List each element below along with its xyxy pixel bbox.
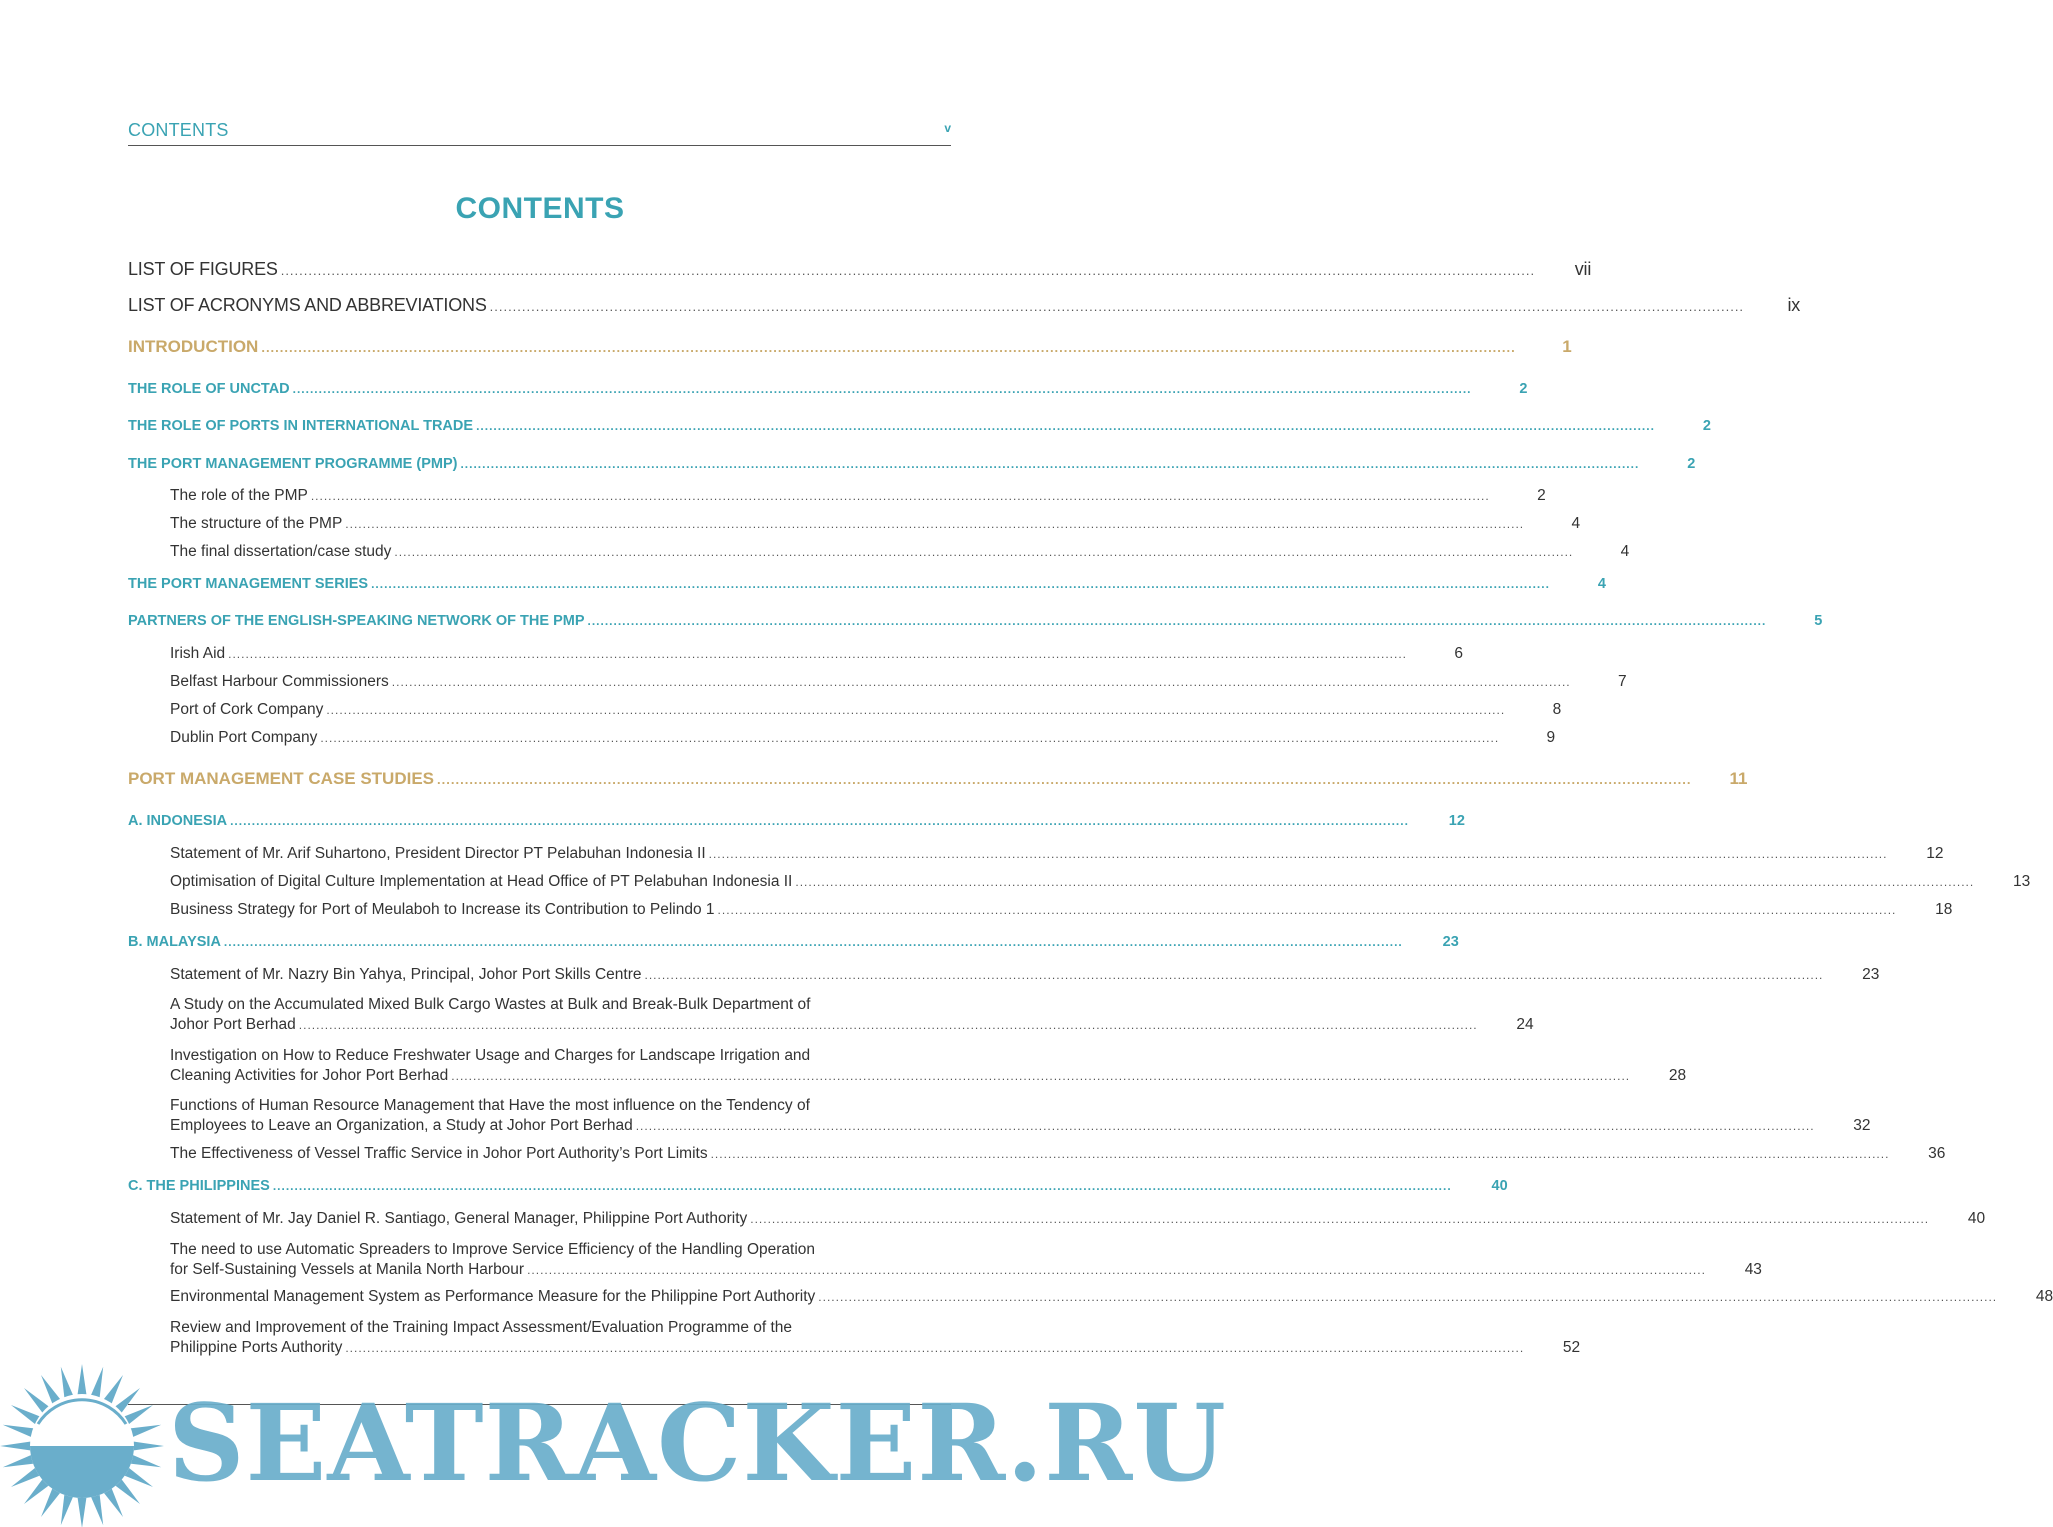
toc-entry-malaysia[interactable] xyxy=(128,934,1459,950)
toc-label: THE ROLE OF UNCTAD xyxy=(128,381,290,397)
toc-page-number: 5 xyxy=(1814,613,1823,629)
toc-label: LIST OF FIGURES xyxy=(128,259,278,279)
toc-entry-philippines-spreaders[interactable] xyxy=(170,1238,1762,1279)
sun-ray xyxy=(77,1364,87,1398)
watermark-text: SEATRACKER.RU xyxy=(168,1380,1227,1505)
dot-leader xyxy=(281,263,1535,278)
dot-leader xyxy=(320,731,1499,745)
toc-label: Dublin Port Company xyxy=(170,729,318,746)
toc-page-number: 40 xyxy=(1967,1210,1986,1227)
toc-label: THE PORT MANAGEMENT SERIES xyxy=(128,576,369,592)
toc-entry-malaysia-vts[interactable] xyxy=(170,1145,1946,1163)
toc-entry-malaysia-statement[interactable] xyxy=(170,966,1880,984)
toc-page-number: 2 xyxy=(1519,381,1528,397)
toc-entry-structure-of-pmp[interactable] xyxy=(170,515,1581,533)
dot-leader xyxy=(490,299,1744,314)
toc-label: Irish Aid xyxy=(170,645,226,662)
toc-label: THE PORT MANAGEMENT PROGRAMME (PMP) xyxy=(128,456,458,472)
dot-leader xyxy=(371,577,1550,591)
dot-leader xyxy=(645,968,1824,982)
toc-entry-indonesia-digital-culture[interactable] xyxy=(170,873,2031,891)
toc-entry-final-dissertation[interactable] xyxy=(170,543,1630,561)
dot-leader xyxy=(311,489,1490,503)
dot-leader xyxy=(273,1179,1452,1193)
toc-page-number: 6 xyxy=(1454,645,1463,662)
toc-page-number: 11 xyxy=(1729,769,1748,788)
toc-page-number: 40 xyxy=(1491,1178,1508,1194)
dot-leader xyxy=(709,847,1888,861)
toc-page-number: 23 xyxy=(1442,934,1459,950)
toc-label: Cleaning Activities for Johor Port Berhad xyxy=(170,1067,449,1084)
toc-label: Business Strategy for Port of Meulaboh to Increase its Contribution to Pelindo 1 xyxy=(170,901,715,918)
toc-label: The Effectiveness of Vessel Traffic Service in Johor Port Authority’s Port Limits xyxy=(170,1145,708,1162)
dot-leader xyxy=(718,903,1897,917)
toc-page-number: 2 xyxy=(1702,418,1711,434)
toc-label: Optimisation of Digital Culture Implementation at Head Office of PT Pelabuhan Indonesia II xyxy=(170,873,793,890)
dot-leader xyxy=(392,675,1571,689)
dot-leader xyxy=(326,703,1505,717)
toc-entry-malaysia-bulk-cargo[interactable] xyxy=(170,993,1534,1034)
toc-entry-dublin-port[interactable] xyxy=(170,729,1556,747)
toc-label: INTRODUCTION xyxy=(128,337,259,356)
dot-leader xyxy=(527,1263,1706,1277)
dot-leader xyxy=(476,419,1655,433)
toc-label: for Self-Sustaining Vessels at Manila North Harbour xyxy=(170,1261,525,1278)
dot-leader xyxy=(261,340,1515,355)
toc-label: Statement of Mr. Jay Daniel R. Santiago, General Manager, Philippine Port Authority xyxy=(170,1210,748,1227)
running-header-title: CONTENTS xyxy=(128,120,229,140)
dot-leader xyxy=(224,935,1403,949)
toc-page-number: 24 xyxy=(1516,1016,1534,1033)
toc-label: The role of the PMP xyxy=(170,487,308,504)
toc-page-number: 4 xyxy=(1571,515,1581,532)
toc-label: Port of Cork Company xyxy=(170,701,324,718)
toc-entry-partners[interactable] xyxy=(128,613,1823,629)
toc-label: LIST OF ACRONYMS AND ABBREVIATIONS xyxy=(128,295,487,315)
dot-leader xyxy=(230,814,1409,828)
toc-entry-malaysia-freshwater[interactable] xyxy=(170,1044,1687,1085)
toc-page-number: 2 xyxy=(1687,456,1696,472)
toc-page-number: 18 xyxy=(1935,901,1953,918)
toc-entry-indonesia-meulaboh[interactable] xyxy=(170,901,1953,919)
toc-page-number: 32 xyxy=(1853,1117,1871,1134)
toc-entry-port-of-cork[interactable] xyxy=(170,701,1562,719)
toc-label-line1: Functions of Human Resource Management that Have the most influence on the Tendency of xyxy=(170,1097,810,1114)
dot-leader xyxy=(636,1119,1815,1133)
toc-page-number: 2 xyxy=(1537,487,1546,504)
toc-label: THE ROLE OF PORTS IN INTERNATIONAL TRADE xyxy=(128,418,474,434)
toc-page-number: 48 xyxy=(2035,1288,2053,1305)
dot-leader xyxy=(437,772,1691,787)
dot-leader xyxy=(345,1341,1524,1355)
dot-leader xyxy=(299,1018,1478,1032)
dot-leader xyxy=(293,382,1472,396)
toc-label: Belfast Harbour Commissioners xyxy=(170,673,389,690)
toc-label: The structure of the PMP xyxy=(170,515,343,532)
toc-page-number: 12 xyxy=(1448,813,1465,829)
toc-entry-philippines[interactable] xyxy=(128,1178,1508,1194)
toc-page-number: 8 xyxy=(1552,701,1562,718)
toc-label: PARTNERS OF THE ENGLISH-SPEAKING NETWORK OF THE PMP xyxy=(128,613,585,629)
sun-ray xyxy=(0,1441,34,1451)
dot-leader xyxy=(394,545,1573,559)
toc-entry-introduction[interactable] xyxy=(128,337,1572,357)
toc-label: Statement of Mr. Arif Suhartono, President Director PT Pelabuhan Indonesia II xyxy=(170,845,706,862)
toc-page-number: 7 xyxy=(1618,673,1627,690)
toc-entry-pmp[interactable] xyxy=(128,456,1696,472)
toc-entry-malaysia-hrm[interactable] xyxy=(170,1094,1871,1135)
toc-label-line1: A Study on the Accumulated Mixed Bulk Cargo Wastes at Bulk and Break-Bulk Department of xyxy=(170,996,811,1013)
toc-label: Johor Port Berhad xyxy=(170,1016,296,1033)
toc-label-line1: The need to use Automatic Spreaders to Improve Service Efficiency of the Handling Operation xyxy=(170,1241,816,1258)
toc-entry-role-of-pmp[interactable] xyxy=(170,487,1546,505)
toc-label: Philippine Ports Authority xyxy=(170,1339,343,1356)
dot-leader xyxy=(228,647,1407,661)
running-header xyxy=(128,118,951,146)
toc-entry-philippines-training[interactable] xyxy=(170,1316,1581,1357)
toc-entry-list-of-figures[interactable] xyxy=(128,259,1592,280)
toc-entry-indonesia-statement[interactable] xyxy=(170,845,1944,863)
toc-label: B. MALAYSIA xyxy=(128,934,221,950)
dot-leader xyxy=(711,1147,1890,1161)
page-title: CONTENTS xyxy=(455,192,625,225)
toc-label: Statement of Mr. Nazry Bin Yahya, Principal, Johor Port Skills Centre xyxy=(170,966,642,983)
toc-entry-role-of-unctad[interactable] xyxy=(128,381,1528,397)
toc-label: Environmental Management System as Performance Measure for the Philippine Port Authority xyxy=(170,1288,816,1305)
toc-page-number: ix xyxy=(1787,295,1801,315)
toc-entry-list-of-acronyms[interactable] xyxy=(128,295,1801,316)
sun-ray xyxy=(130,1441,164,1451)
toc-page-number: 13 xyxy=(2012,873,2031,890)
toc-page-number: 28 xyxy=(1668,1067,1687,1084)
running-header-page-number: v xyxy=(944,121,951,135)
dot-leader xyxy=(451,1069,1630,1083)
dot-leader xyxy=(460,457,1639,471)
toc-entry-port-management-series[interactable] xyxy=(128,576,1606,592)
toc-label: The final dissertation/case study xyxy=(170,543,392,560)
toc-label: A. INDONESIA xyxy=(128,813,228,829)
toc-entry-indonesia[interactable] xyxy=(128,813,1465,829)
toc-entry-irish-aid[interactable] xyxy=(170,645,1463,663)
toc-page-number: vii xyxy=(1574,259,1592,279)
dot-leader xyxy=(345,517,1524,531)
toc-entry-philippines-ems[interactable] xyxy=(170,1288,2053,1306)
dot-leader xyxy=(750,1212,1929,1226)
dot-leader xyxy=(795,875,1974,889)
toc-page-number: 4 xyxy=(1597,576,1606,592)
toc-label: PORT MANAGEMENT CASE STUDIES xyxy=(128,769,435,788)
toc-entry-belfast-harbour[interactable] xyxy=(170,673,1627,691)
sun-ray xyxy=(77,1494,87,1527)
toc-page-number: 1 xyxy=(1562,337,1572,356)
toc-label: C. THE PHILIPPINES xyxy=(128,1178,270,1194)
toc-page-number: 43 xyxy=(1744,1261,1762,1278)
toc-entry-philippines-statement[interactable] xyxy=(170,1210,1986,1228)
toc-label-line1: Review and Improvement of the Training Impact Assessment/Evaluation Programme of the xyxy=(170,1319,793,1336)
toc-label: Employees to Leave an Organization, a Study at Johor Port Berhad xyxy=(170,1117,633,1134)
toc-page-number: 23 xyxy=(1862,966,1880,983)
toc-page-number: 52 xyxy=(1562,1339,1581,1356)
toc-page-number: 4 xyxy=(1620,543,1630,560)
dot-leader xyxy=(588,614,1767,628)
toc-label-line1: Investigation on How to Reduce Freshwater Usage and Charges for Landscape Irrigation and xyxy=(170,1047,811,1064)
toc-page-number: 12 xyxy=(1926,845,1944,862)
toc-page-number: 36 xyxy=(1928,1145,1946,1162)
dot-leader xyxy=(818,1290,1997,1304)
toc-entry-case-studies[interactable] xyxy=(128,769,1748,789)
toc-entry-role-of-ports[interactable] xyxy=(128,418,1711,434)
toc-page-number: 9 xyxy=(1546,729,1556,746)
